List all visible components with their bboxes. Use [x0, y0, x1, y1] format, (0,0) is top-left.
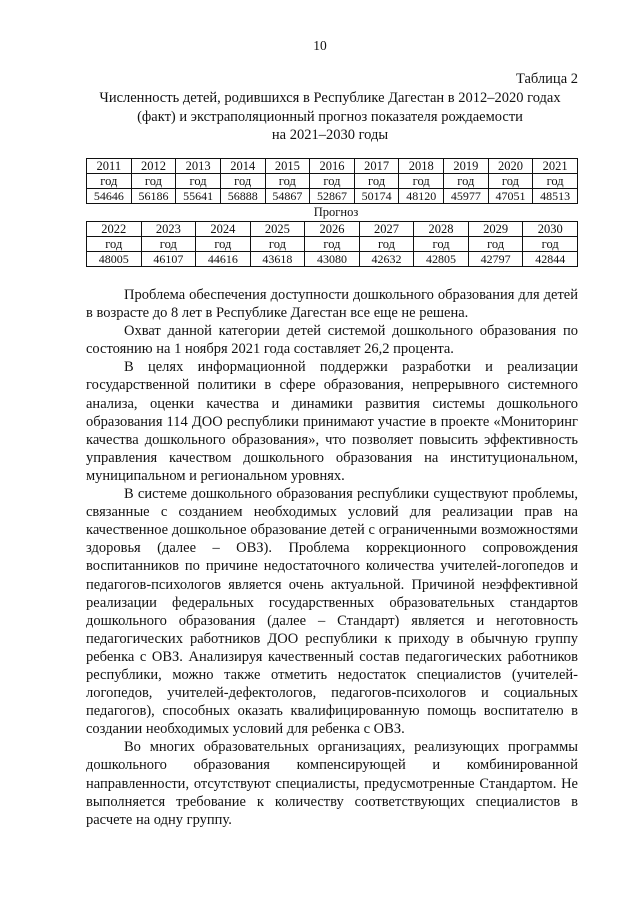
paragraph: В целях информационной поддержки разработки и реализации государственной политики в сфере образования, непрерывного системного анализа, оценки качества и динамики развития системы дошкольного образования 114 ДОО республики принимают участие в проекте «Мониторинг качества дошкольного образования», что позволяет повысить эффективность управления качеством дошкольного образования на институциональном, муниципальном и региональном уровнях.: [86, 359, 578, 484]
year-cell: 2018: [399, 159, 444, 174]
value-cell: 45977: [444, 189, 489, 204]
year-cell: 2020: [488, 159, 533, 174]
page-number: 10: [313, 38, 327, 53]
year-word-cell: год: [305, 237, 360, 252]
value-cell: 55641: [176, 189, 221, 204]
year-cell: 2029: [468, 222, 523, 237]
year-word-cell: год: [250, 237, 305, 252]
year-cell: 2019: [444, 159, 489, 174]
year-word-cell: год: [131, 174, 176, 189]
value-cell: 56186: [131, 189, 176, 204]
year-word-cell: год: [444, 174, 489, 189]
paragraph: Во многих образовательных организациях, реализующих программы дошкольного образования компенсирующей и комбинированной направленности, отсутствуют специалисты, предусмотренные Стандартом. Не выполняется требование к количеству соответствующих специалистов в расчете на одну группу.: [86, 739, 578, 828]
table-title-line: (факт) и экстраполяционный прогноз показателя рождаемости: [137, 108, 523, 125]
table-title-line: на 2021–2030 годы: [271, 127, 389, 143]
year-cell: 2014: [220, 159, 265, 174]
value-cell: 50174: [354, 189, 399, 204]
year-word-cell: год: [87, 174, 132, 189]
year-cell: 2016: [310, 159, 355, 174]
year-cell: 2013: [176, 159, 221, 174]
value-cell: 44616: [196, 252, 251, 267]
year-word-cell: год: [310, 174, 355, 189]
year-cell: 2017: [354, 159, 399, 174]
year-word-cell: год: [220, 174, 265, 189]
year-word-cell: год: [265, 174, 310, 189]
value-cell: 54867: [265, 189, 310, 204]
year-word-cell: год: [488, 174, 533, 189]
value-cell: 52867: [310, 189, 355, 204]
year-cell: 2025: [250, 222, 305, 237]
value-cell: 42632: [359, 252, 414, 267]
year-cell: 2027: [359, 222, 414, 237]
body-text: [86, 286, 578, 829]
year-word-cell: год: [414, 237, 469, 252]
year-cell: 2028: [414, 222, 469, 237]
value-cell: 47051: [488, 189, 533, 204]
value-cell: 42844: [523, 252, 578, 267]
year-cell: 2012: [131, 159, 176, 174]
value-cell: 48120: [399, 189, 444, 204]
table-label: Таблица 2: [515, 71, 578, 87]
forecast-births-table: [86, 221, 578, 267]
year-word-cell: год: [176, 174, 221, 189]
value-cell: 48513: [533, 189, 578, 204]
table-title-line: Численность детей, родившихся в Республике Дагестан в 2012–2020 годах: [99, 90, 561, 106]
value-cell: 56888: [220, 189, 265, 204]
year-cell: 2024: [196, 222, 251, 237]
year-word-cell: год: [468, 237, 523, 252]
paragraph: В системе дошкольного образования республики существуют проблемы, связанные с созданием необходимых условий для реализации прав на качественное дошкольное образование детей с ограниченными возможностями здоровья (далее – ОВЗ). Проблема коррекционного сопровождения воспитанников по причине недостаточного количества учителей-логопедов и педагогов-психологов является очень актуальной. Причиной неэффективной реализации федеральных государственных образовательных стандартов дошкольного образования (далее – Стандарт) является и неготовность педагогических работников ДОО республики к приходу в обычную группу ребенка с ОВЗ. Анализируя качественный состав педагогических работников республики, можно также отметить недостаток специалистов (учителей-логопедов, учителей-дефектологов, педагогов-психологов и социальных педагогов), способных оказать квалифицированную помощь воспитателю в создании необходимых условий для ребенка с ОВЗ.: [86, 486, 578, 738]
year-cell: 2030: [523, 222, 578, 237]
value-cell: 48005: [87, 252, 142, 267]
year-cell: 2022: [87, 222, 142, 237]
paragraph: Охват данной категории детей системой дошкольного образования по состоянию на 1 ноября 2021 года составляет 26,2 процента.: [86, 323, 578, 358]
year-word-cell: год: [523, 237, 578, 252]
value-cell: 46107: [141, 252, 196, 267]
year-word-cell: год: [399, 174, 444, 189]
year-word-row: [87, 237, 578, 252]
year-word-cell: год: [354, 174, 399, 189]
year-cell: 2015: [265, 159, 310, 174]
table-title: [75, 89, 585, 145]
paragraph: Проблема обеспечения доступности дошкольного образования для детей в возрасте до 8 лет в Республике Дагестан все еще не решена.: [86, 287, 578, 322]
year-word-cell: год: [533, 174, 578, 189]
value-row: [87, 252, 578, 267]
year-cell: 2023: [141, 222, 196, 237]
value-row: [87, 189, 578, 204]
value-cell: 43618: [250, 252, 305, 267]
year-cell: 2021: [533, 159, 578, 174]
value-cell: 42797: [468, 252, 523, 267]
year-word-cell: год: [359, 237, 414, 252]
year-cell: 2011: [87, 159, 132, 174]
value-cell: 43080: [305, 252, 360, 267]
year-word-cell: год: [87, 237, 142, 252]
year-cell: 2026: [305, 222, 360, 237]
fact-births-table: [86, 158, 578, 204]
year-row: [87, 222, 578, 237]
value-cell: 54646: [87, 189, 132, 204]
value-cell: 42805: [414, 252, 469, 267]
year-word-cell: год: [141, 237, 196, 252]
year-word-row: [87, 174, 578, 189]
forecast-label: Прогноз: [313, 205, 359, 219]
year-word-cell: год: [196, 237, 251, 252]
year-row: [87, 159, 578, 174]
